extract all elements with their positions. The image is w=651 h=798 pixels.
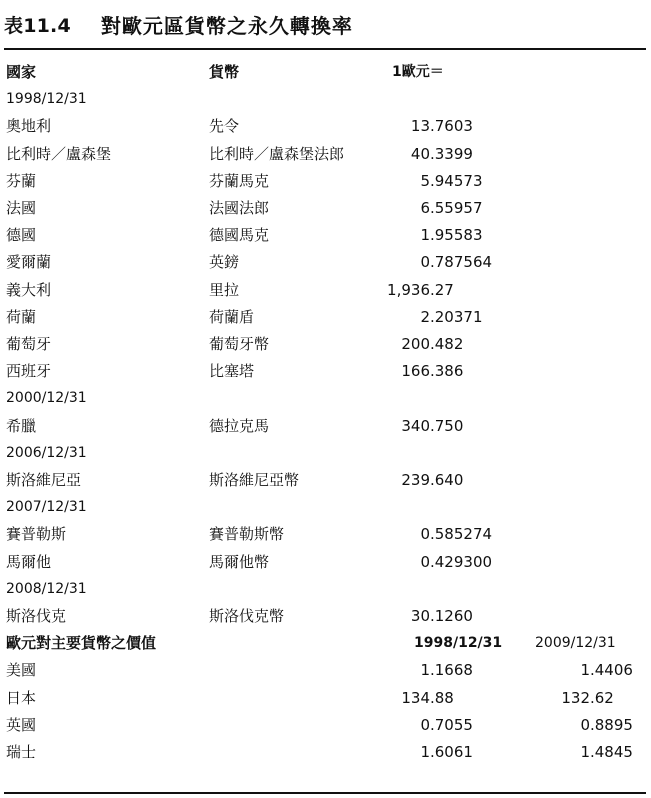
conversion-rate-fraction: .20371 — [430, 307, 483, 326]
conversion-rate-fraction: .585274 — [430, 525, 493, 544]
header-rate: 1歐元＝ — [392, 64, 444, 80]
value-2009 — [520, 656, 645, 684]
group-date: 1998/12/31 — [6, 91, 87, 108]
country-name: 法國 — [6, 199, 37, 217]
country-name: 賽普勒斯 — [6, 525, 67, 544]
value-2009 — [520, 738, 645, 766]
conversion-rate — [360, 303, 485, 331]
header-country: 國家 — [6, 63, 37, 81]
country-name: 馬爾他 — [6, 552, 52, 571]
table-row — [0, 303, 651, 331]
conversion-rate-integer: 6 — [420, 199, 430, 217]
conversion-rate — [360, 167, 485, 195]
value-2009-integer: 1 — [580, 743, 590, 761]
value-2009 — [520, 684, 645, 712]
conversion-rate-integer: 0 — [420, 525, 430, 544]
country-name: 荷蘭 — [6, 307, 37, 326]
table-row — [0, 140, 651, 168]
table-row — [0, 330, 651, 358]
conversion-rate — [360, 194, 485, 222]
major-country: 美國 — [6, 661, 37, 680]
conversion-rate-integer: 239 — [401, 471, 430, 489]
top-rule — [4, 48, 646, 50]
table-row — [0, 221, 651, 249]
conversion-rate-fraction: .95583 — [430, 226, 483, 245]
value-2009-fraction: .4845 — [590, 743, 633, 761]
table-row — [0, 167, 651, 195]
conversion-rate — [360, 548, 493, 576]
conversion-rate-integer: 2 — [420, 307, 430, 326]
conversion-rate-integer: 200 — [401, 335, 430, 353]
header-currency: 貨幣 — [209, 63, 240, 81]
currency-name: 葡萄牙幣 — [209, 335, 270, 353]
currency-name: 法國法郎 — [209, 199, 270, 217]
currency-name: 里拉 — [209, 280, 240, 299]
table-row — [0, 466, 651, 494]
country-name: 斯洛伐克 — [6, 607, 67, 625]
conversion-rate-integer: 30 — [410, 607, 430, 625]
bottom-rule — [4, 792, 646, 794]
country-name: 芬蘭 — [6, 171, 37, 190]
major-row — [0, 656, 651, 684]
table-row — [0, 412, 651, 440]
value-1998-integer: 134 — [401, 688, 430, 707]
major-section-title: 歐元對主要貨幣之價值 — [6, 634, 157, 653]
conversion-rate — [360, 357, 485, 385]
conversion-rate-fraction: .787564 — [430, 253, 493, 272]
date-row — [0, 384, 651, 412]
value-1998-fraction: .88 — [430, 688, 454, 707]
value-2009-fraction: .8895 — [590, 715, 633, 734]
country-name: 葡萄牙 — [6, 335, 52, 353]
value-1998 — [360, 738, 485, 766]
major-row — [0, 711, 651, 739]
group-date: 2006/12/31 — [6, 444, 87, 461]
country-name: 希臘 — [6, 416, 37, 435]
country-name: 德國 — [6, 226, 37, 245]
table-title — [4, 2, 646, 46]
conversion-rate-fraction: .750 — [430, 416, 464, 435]
date-row — [0, 575, 651, 603]
conversion-rate — [360, 520, 493, 548]
conversion-rate-integer: 1 — [420, 226, 430, 245]
conversion-rate-integer: 40 — [410, 144, 430, 163]
currency-name: 斯洛伐克幣 — [209, 607, 285, 625]
table-row — [0, 520, 651, 548]
currency-name: 斯洛維尼亞幣 — [209, 471, 300, 489]
group-date: 2007/12/31 — [6, 499, 87, 516]
conversion-rate-fraction: .386 — [430, 362, 464, 381]
currency-name: 德拉克馬 — [209, 416, 270, 435]
major-country: 日本 — [6, 688, 37, 707]
value-1998-integer: 1 — [420, 661, 430, 680]
conversion-rate — [360, 221, 485, 249]
conversion-rate — [360, 466, 485, 494]
value-2009-integer: 132 — [561, 688, 590, 707]
currency-name: 比利時／盧森堡法郎 — [209, 144, 345, 163]
conversion-rate-fraction: .429300 — [430, 552, 493, 571]
conversion-rate-integer: 5 — [420, 171, 430, 190]
country-name: 義大利 — [6, 280, 52, 299]
conversion-rate-integer: 13 — [410, 117, 430, 136]
country-name: 西班牙 — [6, 362, 52, 381]
conversion-rate-fraction: .3399 — [430, 144, 473, 163]
value-2009-integer: 0 — [580, 715, 590, 734]
conversion-rate-integer: 0 — [420, 552, 430, 571]
major-row — [0, 684, 651, 712]
major-col-2009: 2009/12/31 — [535, 635, 616, 652]
conversion-rate — [360, 602, 485, 630]
currency-name: 德國馬克 — [209, 226, 270, 245]
conversion-rate-fraction: .55957 — [430, 199, 483, 217]
currency-name: 馬爾他幣 — [209, 552, 270, 571]
conversion-rate-integer: 166 — [401, 362, 430, 381]
table-row — [0, 357, 651, 385]
country-name: 斯洛維尼亞 — [6, 471, 82, 489]
value-1998-integer: 0 — [420, 715, 430, 734]
currency-name: 芬蘭馬克 — [209, 171, 270, 190]
header-row — [0, 58, 651, 86]
country-name: 比利時／盧森堡 — [6, 144, 112, 163]
currency-name: 先令 — [209, 117, 240, 136]
value-2009-fraction: .62 — [590, 688, 614, 707]
conversion-rate-fraction: .640 — [430, 471, 464, 489]
major-country: 英國 — [6, 715, 37, 734]
currency-name: 賽普勒斯幣 — [209, 525, 285, 544]
conversion-rate — [360, 140, 485, 168]
conversion-rate — [360, 276, 485, 304]
conversion-rate-fraction: .94573 — [430, 171, 483, 190]
country-name: 奧地利 — [6, 117, 52, 136]
value-1998 — [360, 684, 485, 712]
conversion-rate-integer: 0 — [420, 253, 430, 272]
major-row — [0, 738, 651, 766]
country-name: 愛爾蘭 — [6, 253, 52, 272]
currency-name: 比塞塔 — [209, 362, 255, 381]
conversion-rate — [360, 248, 493, 276]
value-1998 — [360, 656, 485, 684]
group-date: 2008/12/31 — [6, 580, 87, 597]
conversion-rate-fraction: .482 — [430, 335, 464, 353]
table-row — [0, 276, 651, 304]
conversion-rate-fraction: .1260 — [430, 607, 473, 625]
major-country: 瑞士 — [6, 743, 37, 761]
date-row — [0, 493, 651, 521]
value-1998-integer: 1 — [420, 743, 430, 761]
currency-name: 英鎊 — [209, 253, 240, 272]
conversion-rate — [360, 112, 485, 140]
major-header-row — [0, 629, 651, 657]
conversion-rate-fraction: .7603 — [430, 117, 473, 136]
value-1998-fraction: .6061 — [430, 743, 473, 761]
table-caption: 對歐元區貨幣之永久轉換率 — [100, 13, 353, 38]
value-2009-fraction: .4406 — [590, 661, 633, 680]
value-1998-fraction: .7055 — [430, 715, 473, 734]
conversion-rate — [360, 330, 485, 358]
value-1998-fraction: .1668 — [430, 661, 473, 680]
group-date: 2000/12/31 — [6, 390, 87, 407]
table-row — [0, 194, 651, 222]
date-row — [0, 85, 651, 113]
table-row — [0, 112, 651, 140]
major-col-1998: 1998/12/31 — [414, 635, 503, 652]
table-row — [0, 548, 651, 576]
value-2009 — [520, 711, 645, 739]
conversion-rate-fraction: .27 — [430, 280, 454, 299]
table-row — [0, 248, 651, 276]
conversion-rate-integer: 340 — [401, 416, 430, 435]
table-number: 表11.4 — [4, 14, 71, 37]
conversion-rate-integer: 1,936 — [387, 280, 430, 299]
value-1998 — [360, 711, 485, 739]
conversion-rate — [360, 412, 485, 440]
value-2009-integer: 1 — [580, 661, 590, 680]
table-row — [0, 602, 651, 630]
date-row — [0, 439, 651, 467]
currency-name: 荷蘭盾 — [209, 307, 255, 326]
